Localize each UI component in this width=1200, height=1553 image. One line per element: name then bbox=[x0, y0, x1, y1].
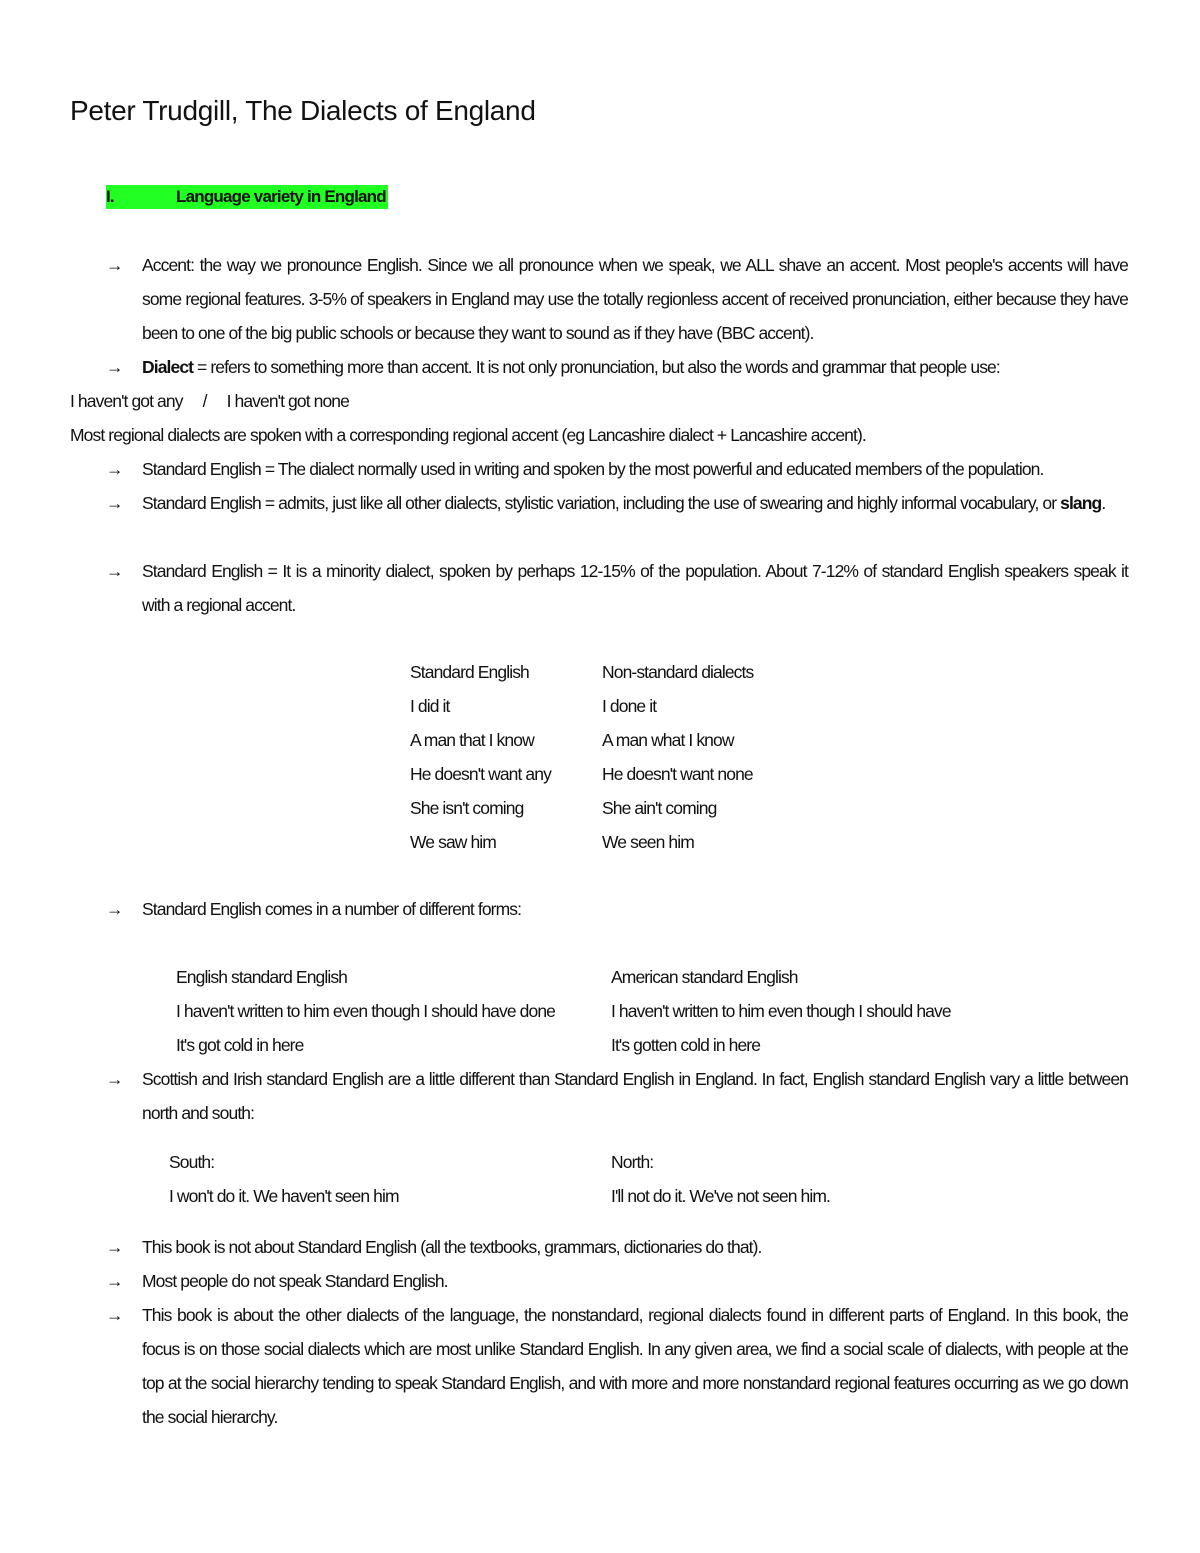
bullet-se-definition bbox=[106, 452, 1128, 486]
table-cell: I'll not do it. We've not seen him. bbox=[611, 1186, 831, 1206]
arrow-icon: → bbox=[106, 255, 123, 275]
example-separator: / bbox=[202, 391, 207, 411]
regional-line: Most regional dialects are spoken with a corresponding regional accent (eg Lancashire dialect + Lancashire accent). bbox=[70, 425, 866, 445]
bullet-text: Standard English = admits, just like all other dialects, stylistic variation, including the use of swearing and highly informal vocabulary, or bbox=[142, 493, 1061, 513]
bullet-not-about bbox=[106, 1230, 1128, 1264]
arrow-icon: → bbox=[106, 1069, 123, 1089]
table-header: North: bbox=[611, 1152, 654, 1172]
table-cell: I haven't written to him even though I should have done bbox=[176, 1001, 555, 1021]
section-number: I. bbox=[106, 187, 114, 206]
bullet-text: Standard English comes in a number of different forms: bbox=[142, 899, 522, 919]
table-cell: We seen him bbox=[602, 832, 694, 852]
bullet-se-variation bbox=[106, 486, 1128, 520]
section-heading bbox=[106, 185, 388, 209]
table-cell: It's got cold in here bbox=[176, 1035, 304, 1055]
table-cell: I won't do it. We haven't seen him bbox=[169, 1186, 399, 1206]
table-header: American standard English bbox=[611, 967, 798, 987]
arrow-icon: → bbox=[106, 357, 123, 377]
arrow-icon: → bbox=[106, 561, 123, 581]
document-title: Peter Trudgill, The Dialects of England bbox=[70, 95, 536, 126]
table-header: Non-standard dialects bbox=[602, 662, 754, 682]
arrow-icon: → bbox=[106, 1271, 123, 1291]
dialect-term: Dialect bbox=[142, 357, 194, 377]
table-cell: I did it bbox=[410, 696, 450, 716]
bullet-about bbox=[106, 1298, 1128, 1434]
bullet-text-end: . bbox=[1101, 493, 1106, 513]
bullet-dialect bbox=[106, 350, 1128, 384]
table-header: South: bbox=[169, 1152, 215, 1172]
bullet-text: This book is about the other dialects of the language, the nonstandard, regional dialects found in different parts of England. In this book, the focus is on those social dialects which are most unlike Standard English. In any given area, we find a social scale of dialects, with people at the top at the social hierarchy tending to speak Standard English, and with more and more nonstandard regional features occurring as we go down the social hierarchy. bbox=[142, 1305, 1128, 1427]
table-cell: He doesn't want any bbox=[410, 764, 551, 784]
table-cell: A man that I know bbox=[410, 730, 534, 750]
section-label: Language variety in England bbox=[176, 187, 386, 206]
bullet-accent bbox=[106, 248, 1128, 350]
bullet-text: = refers to something more than accent. It is not only pronunciation, but also the words and grammar that people use: bbox=[193, 357, 1000, 377]
bullet-text: Most people do not speak Standard English. bbox=[142, 1271, 448, 1291]
table-header: English standard English bbox=[176, 967, 348, 987]
table-cell: She isn't coming bbox=[410, 798, 524, 818]
example-right: I haven't got none bbox=[226, 391, 349, 411]
table-header: Standard English bbox=[410, 662, 529, 682]
arrow-icon: → bbox=[106, 899, 123, 919]
table-cell: We saw him bbox=[410, 832, 496, 852]
example-left: I haven't got any bbox=[70, 391, 183, 411]
table-cell: A man what I know bbox=[602, 730, 734, 750]
bullet-text: Scottish and Irish standard English are a little different than Standard English in England. In fact, English standard English vary a little between north and south: bbox=[142, 1069, 1128, 1123]
bullet-se-minority bbox=[106, 554, 1128, 622]
table-cell: It's gotten cold in here bbox=[611, 1035, 761, 1055]
arrow-icon: → bbox=[106, 1305, 123, 1325]
bullet-se-forms bbox=[106, 892, 1128, 926]
bullet-scottish-irish bbox=[106, 1062, 1128, 1130]
table-cell: She ain't coming bbox=[602, 798, 717, 818]
arrow-icon: → bbox=[106, 493, 123, 513]
example-line bbox=[70, 384, 349, 418]
bullet-most-people bbox=[106, 1264, 1128, 1298]
table-cell: I done it bbox=[602, 696, 657, 716]
bullet-text: Standard English = It is a minority dialect, spoken by perhaps 12-15% of the population. About 7-12% of standard English speakers speak it with a regional accent. bbox=[142, 561, 1128, 615]
bullet-text: This book is not about Standard English (all the textbooks, grammars, dictionaries do that). bbox=[142, 1237, 762, 1257]
table-cell: He doesn't want none bbox=[602, 764, 753, 784]
arrow-icon: → bbox=[106, 459, 123, 479]
arrow-icon: → bbox=[106, 1237, 123, 1257]
slang-term: slang bbox=[1060, 493, 1102, 513]
bullet-text: Accent: the way we pronounce English. Since we all pronounce when we speak, we ALL shave an accent. Most people's accents will have some regional features. 3-5% of speakers in England may use the totally regionless accent of received pronunciation, either because they have been to one of the big public schools or because they want to sound as if they have (BBC accent). bbox=[142, 255, 1128, 343]
bullet-text: Standard English = The dialect normally used in writing and spoken by the most powerful and educated members of the population. bbox=[142, 459, 1044, 479]
table-cell: I haven't written to him even though I should have bbox=[611, 1001, 951, 1021]
